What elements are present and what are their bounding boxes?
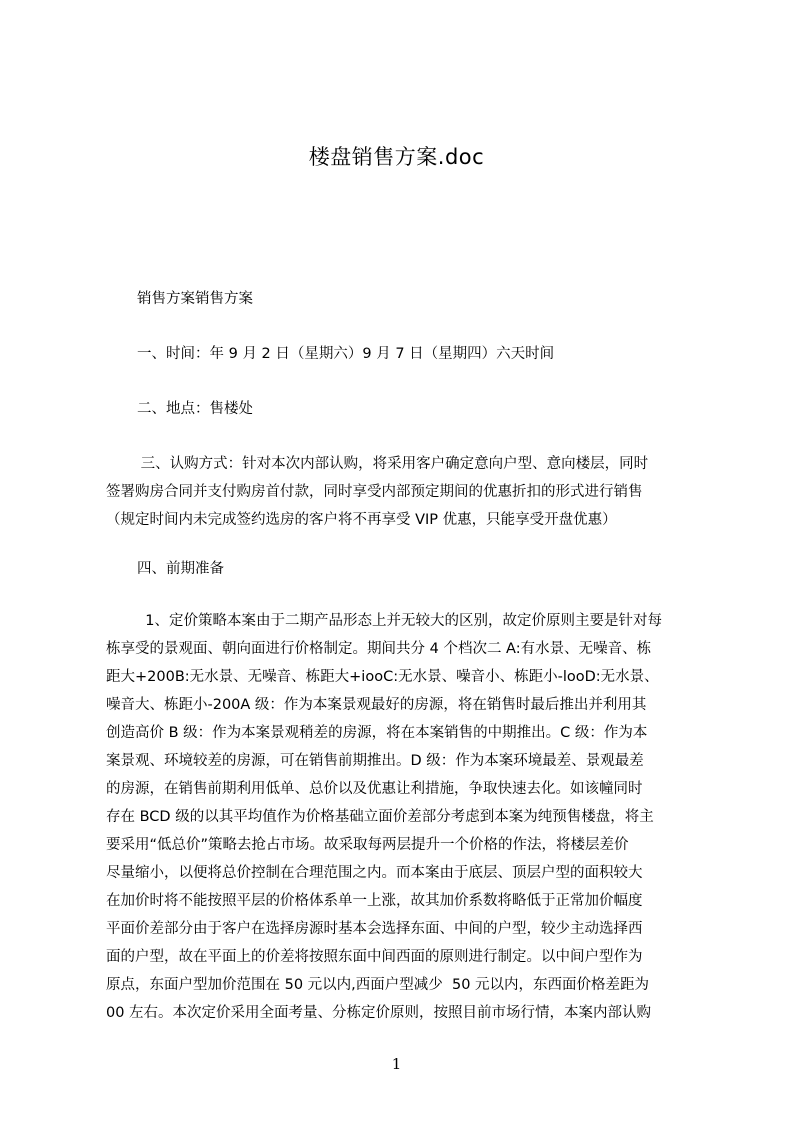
paragraph-line: 存在 BCD 级的以其平均值作为价格基础立面价差部分考虑到本案为纯预售楼盘，将主 xyxy=(106,809,654,825)
paragraph-line: （规定时间内未完成签约选房的客户将不再享受 VIP 优惠，只能享受开盘优惠） xyxy=(106,512,617,528)
paragraph-line: 平面价差部分由于客户在选择房源时基本会选择东面、中间的户型，较少主动选择西 xyxy=(106,921,643,937)
paragraph-line: 签署购房合同并支付购房首付款，同时享受内部预定期间的优惠折扣的形式进行销售 xyxy=(106,484,643,500)
paragraph-line: 00 左右。本次定价采用全面考量、分栋定价原则，按照目前市场行情，本案内部认购 xyxy=(106,1005,652,1021)
page-number: 1 xyxy=(391,1055,402,1073)
paragraph-line: 案景观、环境较差的房源，可在销售前期推出。D 级：作为本案环境最差、景观最差 xyxy=(106,753,644,769)
paragraph-line: 要采用“低总价”策略去抢占市场。故采取每两层提升一个价格的作法，将楼层差价 xyxy=(106,837,629,853)
paragraph-line: 面的户型，故在平面上的价差将按照东面中间西面的原则进行制定。以中间户型作为 xyxy=(106,949,643,965)
paragraph-line: 栋享受的景观面、朝向面进行价格制定。期间共分 4 个档次二 A:有水景、无噪音、栋 xyxy=(106,641,652,657)
paragraph-line: 三、认购方式：针对本次内部认购，将采用客户确定意向户型、意向楼层，同时 xyxy=(136,456,649,472)
section-location: 二、地点：售楼处 xyxy=(137,401,253,417)
section-preparation: 四、前期准备 xyxy=(137,561,224,577)
pricing-strategy-paragraph xyxy=(106,607,698,1027)
paragraph-line: 距大+200B:无水景、无噪音、栋距大+iooC:无水景、噪音小、栋距小-looD:无水景、 xyxy=(106,669,659,685)
document-title: 楼盘销售方案.doc xyxy=(308,145,485,169)
section-time: 一、时间：年 9 月 2 日（星期六）9 月 7 日（星期四）六天时间 xyxy=(137,346,555,362)
paragraph-line: 在加价时将不能按照平层的价格体系单一上涨，故其加价系数将略低于正常加价幅度 xyxy=(106,893,643,909)
section-purchase-method xyxy=(106,450,698,534)
paragraph-line: 创造高价 B 级：作为本案景观稍差的房源，将在本案销售的中期推出。C 级：作为本 xyxy=(106,725,648,741)
paragraph-line: 噪音大、栋距小-200A 级：作为本案景观最好的房源，将在销售时最后推出并利用其 xyxy=(106,697,647,713)
paragraph-line: 原点，东面户型加价范围在 50 元以内,西面户型减少 50 元以内，东西面价格差距为 xyxy=(106,977,650,993)
paragraph-line: 尽量缩小，以便将总价控制在合理范围之内。而本案由于底层、顶层户型的面积较大 xyxy=(106,865,643,881)
paragraph-line: 1、定价策略本案由于二期产品形态上并无较大的区别，故定价原则主要是针对每 xyxy=(136,613,662,629)
section-heading: 销售方案销售方案 xyxy=(137,291,253,307)
paragraph-line: 的房源，在销售前期利用低单、总价以及优惠让利措施，争取快速去化。如该幢同时 xyxy=(106,781,643,797)
